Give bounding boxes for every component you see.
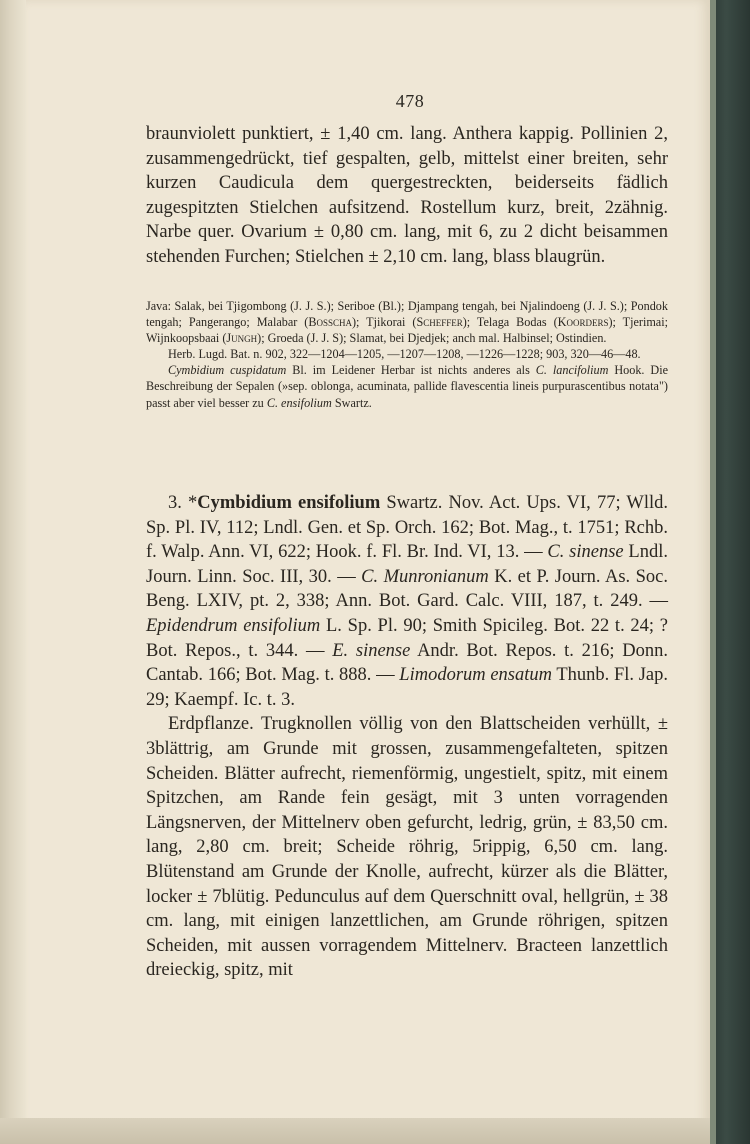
note-text: Hook. Die Beschreibung der Sepalen (»sep. oblonga, acuminata, pallide flavescentia lineis purpurascentibus notata") passt aber viel besser zu bbox=[146, 363, 668, 410]
page-gutter bbox=[0, 0, 26, 1144]
species-name: Cymbidium ensifolium bbox=[197, 493, 381, 513]
herbarium-reference: Herb. Lugd. Bat. n. 902, 322—1204—1205, —1207—1208, —1226—1228; 903, 320—46—48. bbox=[168, 347, 641, 362]
synonym-name: E. sinense bbox=[332, 640, 411, 661]
locality-text: Java: Salak, bei Tjigombong (J. J. S.); Seriboe (Bl.); Djampang tengah, bei Njalindoeng (J. J. S.); Pondok tengah; Pangerango; Malabar ( bbox=[146, 299, 668, 330]
synonym-name: C. sinense bbox=[547, 542, 624, 563]
species-name: C. lancifolium bbox=[535, 363, 609, 378]
species-heading bbox=[146, 491, 668, 712]
synonym-name: Limodorum ensatum bbox=[399, 665, 552, 686]
species-name: Cymbidium cuspidatum bbox=[168, 363, 287, 378]
synonym-name: C. Munronianum bbox=[361, 566, 489, 587]
collector-name: Koorders bbox=[557, 315, 609, 330]
locality-text: ); Groeda (J. J. S); Slamat, bei Djedjek; anch mal. Halbinsel; Ostindien. bbox=[257, 331, 607, 346]
page-bottom-edge bbox=[0, 1118, 710, 1144]
page-number: 478 bbox=[395, 91, 425, 111]
collector-name: Jungh bbox=[226, 331, 258, 346]
locality-list bbox=[146, 298, 668, 346]
continued-description bbox=[146, 122, 668, 270]
species-name: C. ensifolium bbox=[266, 395, 332, 410]
book-cover-edge bbox=[710, 0, 750, 1144]
species-entry bbox=[146, 491, 668, 983]
collector-name: Bosscha bbox=[308, 315, 352, 330]
taxonomic-note bbox=[146, 362, 668, 410]
synonym-text: L. Sp. Pl. 90; Smith Spicileg. Bot. 22 t. 24; ? Bot. Repos., t. 344. — bbox=[146, 615, 669, 661]
synonym-text: Thunb. Fl. Jap. 29; Kaempf. Ic. t. 3. bbox=[146, 665, 668, 710]
locality-text: ); Tjerimai; Wijnkoopsbaai ( bbox=[146, 315, 668, 346]
species-description: Erdpflanze. Trugknollen völlig von den Blattscheiden verhüllt, ± 3blättrig, am Grunde mit grossen, zusammengefalteten, spitzen Scheiden. Blätter aufrecht, riemenförmig, ungestielt, spitz, mit einem Spitzchen, am Rande fein gesägt, mit 3 unten vorragenden Längsnerven, der Mittelnerv oben gefurcht, ledrig, grün, ± 83,50 cm. lang, 2,80 cm. breit; Scheide röhrig, 5rippig, 6,50 cm. lang. Blütenstand am Grunde der Knolle, aufrecht, kürzer als die Blätter, locker ± 7blütig. Pedunculus auf dem Querschnitt oval, hellgrün, ± 38 cm. lang, mit einigen lanzettlichen, am Grunde röhrigen, spitzen Scheiden, mit aussen vorragendem Mittelnerv. Bracteen lanzettlich dreieckig, spitz, mit bbox=[146, 714, 668, 981]
synonym-text: Swartz. Nov. Act. Ups. VI, 77; Wlld. Sp. Pl. IV, 112; Lndl. Gen. et Sp. Orch. 162; Bot. Mag., t. 1751; Rchb. f. Walp. Ann. VI, 622; Hook. f. Fl. Br. Ind. VI, 13. — bbox=[146, 493, 669, 563]
locality-text: ); Telaga Bodas ( bbox=[462, 315, 558, 330]
locality-text: ); Tjikorai ( bbox=[351, 315, 417, 330]
synonym-text: Lndl. Journ. Linn. Soc. III, 30. — bbox=[146, 542, 668, 587]
collector-name: Scheffer bbox=[416, 315, 463, 330]
locality-notes bbox=[146, 298, 668, 411]
note-text: Bl. im Leidener Herbar ist nichts anderes als bbox=[286, 363, 536, 378]
cover-binding-band bbox=[710, 0, 716, 1144]
description-paragraph: braunviolett punktiert, ± 1,40 cm. lang. Anthera kappig. Pollinien 2, zusammengedrückt, tief gespalten, gelb, mittelst einer breiten, sehr kurzen Caudicula dem quergestreckten, beiderseits fädlich zugespitzten Stielchen aufsitzend. Rostellum kurz, breit, 2zähnig. Narbe quer. Ovarium ± 0,80 cm. lang, mit 6, zu 2 dicht beisammen stehenden Furchen; Stielchen ± 2,10 cm. lang, blass blaugrün. bbox=[146, 124, 668, 267]
synonym-name: Epidendrum ensifolium bbox=[146, 615, 321, 636]
note-text: Swartz. bbox=[331, 395, 372, 410]
species-number: 3. * bbox=[168, 493, 198, 513]
synonym-text: Andr. Bot. Repos. t. 216; Donn. Cantab. 166; Bot. Mag. t. 888. — bbox=[146, 640, 669, 686]
synonym-text: K. et P. Journ. As. Soc. Beng. LXIV, pt. 2, 338; Ann. Bot. Gard. Calc. VIII, 187, t. 249. — bbox=[146, 566, 668, 612]
